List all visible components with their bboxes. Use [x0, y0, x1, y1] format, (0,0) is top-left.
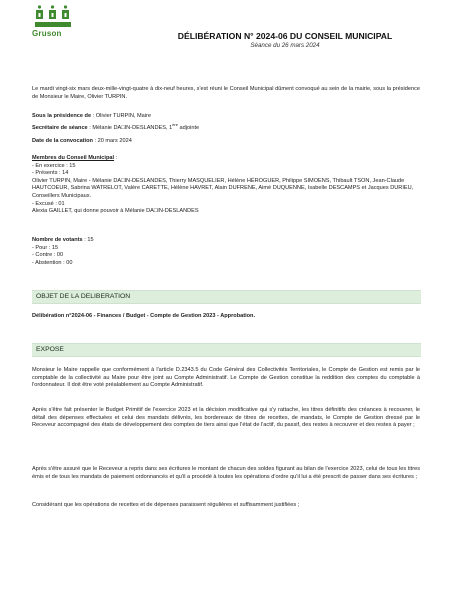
session-date: Séance du 26 mars 2024 — [250, 42, 320, 49]
intro-paragraph: Le mardi vingt-six mars deux-mille-vingt-quatre à dix-neuf heures, s'est réuni le Conseil Municipal dûment convoqué au sein de la mairie, sous la présidence de Monsieur le Maire, Olivier TURPIN. — [32, 86, 420, 100]
section-objet-header: OBJET DE LA DELIBERATION — [32, 290, 421, 304]
membres-block — [32, 155, 420, 216]
expose-paragraph-4: Considérant que les opérations de recettes et de dépenses paraissent régulières et suffisamment justifiées ; — [32, 502, 300, 508]
membres-heading: Membres du Conseil Municipal : — [32, 155, 118, 161]
gruson-logo — [33, 4, 73, 32]
expose-paragraph-1: Monsieur le Maire rappelle que conformément à l'article D.2343.5 du Code Général des Collectivités Territoriales, le Compte de Gestion est remis par le comptable de la collectivité au Maire pour être joint au Compte Administratif. Le Compte de Gestion constitue la reddition des comptes du comptable à l'ordonnateur. Il doit être voté préalablement au Compte Administratif. — [32, 367, 420, 389]
logo-text: Gruson — [32, 29, 62, 38]
membres-line: - En exercice : 15 — [32, 162, 76, 169]
membres-line: - Présents : 14 — [32, 170, 69, 177]
expose-paragraph-2: Après s'être fait présenter le Budget Primitif de l'exercice 2023 et la décision modificative qui s'y rattache, les titres définitifs des créances à recouvrer, le détail des dépenses effectuées et celui des mandats délivrés, les bordereaux de titres de recettes, de mandats, le Compte de Gestion dressé par le Receveur accompagné des états de développement des comptes de tiers ainsi que l'état de l'actif, du passif, des restes à recouvrer et des restes à payer ; — [32, 407, 420, 429]
votants-line: - Pour : 15 — [32, 244, 59, 251]
document-title: DÉLIBÉRATION N° 2024-06 DU CONSEIL MUNICIPAL — [177, 31, 393, 41]
objet-text: Délibération n°2024-06 - Finances / Budget - Compte de Gestion 2023 - Approbation. — [32, 313, 256, 319]
presidence-line: Sous la présidence de : Olivier TURPIN, Maire — [32, 113, 151, 119]
votants-heading: Nombre de votants : 15 — [32, 237, 94, 243]
expose-paragraph-3: Après s'être assuré que le Receveur a repris dans ses écritures le montant de chacun des soldes figurant au bilan de l'exercice 2023, celui de tous les titres émis et de tous les mandats de paiement ordonnancés et qu'il a procédé à toutes les opérations d'ordre qu'il lui a été prescrit de passer dans ses écritures ; — [32, 466, 420, 480]
convocation-line: Date de la convocation : 20 mars 2024 — [32, 138, 132, 144]
presidence-block — [32, 113, 420, 132]
votants-line: - Abstention : 00 — [32, 259, 73, 266]
votants-line: - Contre : 00 — [32, 252, 64, 259]
membres-line: - Excusé : 01 — [32, 200, 65, 207]
membres-line: Alexia GAILLET, qui donne pouvoir à Mélanie DA□IN-DESLANDES — [32, 208, 199, 215]
membres-list: Olivier TURPIN, Maire - Mélanie DA□IN-DESLANDES, Thierry MASQUELIER, Hélène HÉROGUER, Philippe SIMOENS, Thibault TSON, Jean-Claude HAUTCOEUR, Sabrina WATRELOT, Valère CARETTE, Hélène HAVRET, Alain DUFRENE, Aimé DUQUENNE, Isabelle DESCAMPS et Jacques DURIEU, Conseillers Municipaux. — [32, 177, 414, 199]
votants-block — [32, 237, 420, 267]
section-expose-header: EXPOSE — [32, 343, 421, 357]
secretaire-line: Secrétaire de séance : Mélanie DA□IN-DESLANDES, 1ère adjointe — [32, 121, 200, 131]
